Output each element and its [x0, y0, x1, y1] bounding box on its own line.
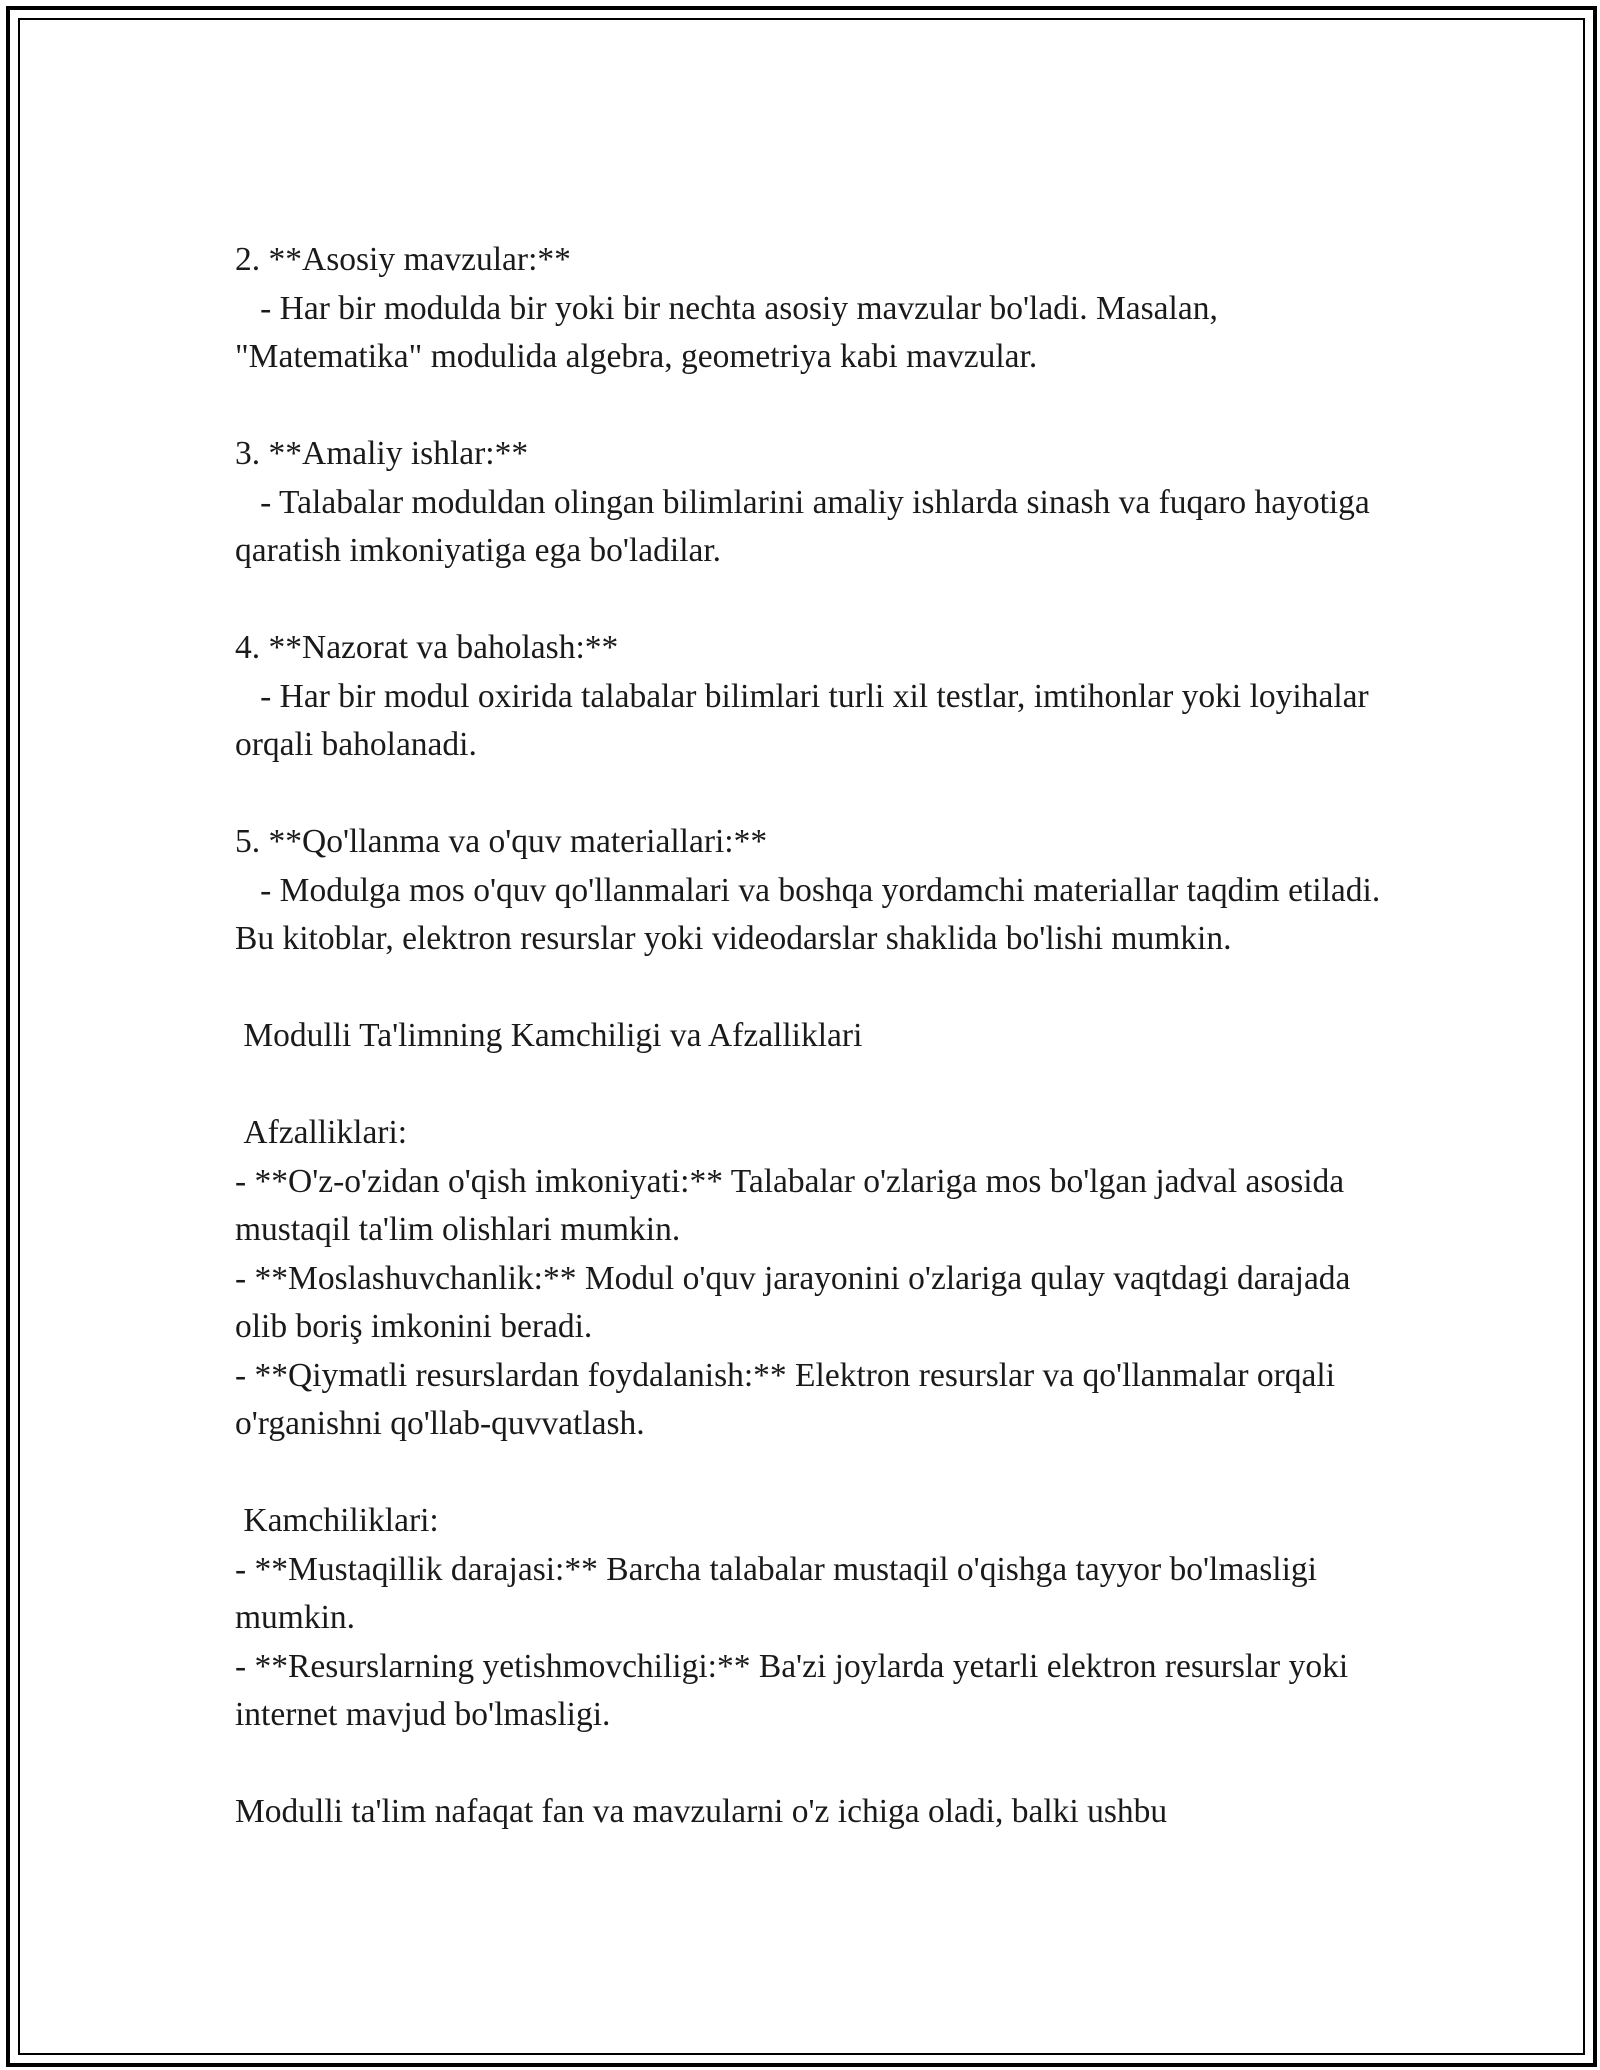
section-title: Modulli Ta'limning Kamchiligi va Afzalliklari	[235, 1017, 863, 1054]
advantage-item: - **Qiymatli resurslardan foydalanish:** Elektron resurslar va qo'llanmalar orqali o'rganishni qo'llab-quvvatlash.	[235, 1356, 1344, 1442]
paragraph-gap	[235, 1740, 1385, 1789]
list-item-4-body: - Har bir modul oxirida talabalar bilimlari turli xil testlar, imtihonlar yoki loyihalar orqali baholanadi.	[235, 677, 1378, 763]
list-item-2-heading: 2. **Asosiy mavzular:**	[235, 241, 571, 278]
paragraph-gap	[235, 1449, 1385, 1498]
advantage-item: - **Moslashuvchanlik:** Modul o'quv jarayonini o'zlariga qulay vaqtdagi darajada olib boriş imkonini beradi.	[235, 1259, 1359, 1345]
list-item-5-heading: 5. **Qo'llanma va o'quv materiallari:**	[235, 823, 768, 860]
paragraph-gap	[235, 964, 1385, 1013]
disadvantages-heading: Kamchiliklari:	[235, 1502, 439, 1539]
list-item-3-heading: 3. **Amaliy ishlar:**	[235, 435, 529, 472]
list-item-3-body: - Talabalar moduldan olingan bilimlarini amaliy ishlarda sinash va fuqaro hayotiga qaratish imkoniyatiga ega bo'ladilar.	[235, 483, 1379, 569]
list-item-5-body: - Modulga mos o'quv qo'llanmalari va boshqa yordamchi materiallar taqdim etiladi. Bu kitoblar, elektron resurslar yoki videodarslar shaklida bo'lishi mumkin.	[235, 871, 1389, 957]
paragraph-gap	[235, 576, 1385, 625]
document-body	[235, 236, 1389, 1837]
list-item-2-body: - Har bir modulda bir yoki bir nechta asosiy mavzular bo'ladi. Masalan, "Matematika" modulida algebra, geometriya kabi mavzular.	[235, 289, 1227, 375]
closing-paragraph: Modulli ta'lim nafaqat fan va mavzularni o'z ichiga oladi, balki ushbu	[235, 1793, 1168, 1830]
disadvantage-item: - **Mustaqillik darajasi:** Barcha talabalar mustaqil o'qishga tayyor bo'lmasligi mumkin.	[235, 1550, 1326, 1636]
advantage-item: - **O'z-o'zidan o'qish imkoniyati:** Talabalar o'zlariga mos bo'lgan jadval asosida mustaqil ta'lim olishlari mumkin.	[235, 1162, 1353, 1248]
disadvantage-item: - **Resurslarning yetishmovchiligi:** Ba'zi joylarda yetarli elektron resurslar yoki internet mavjud bo'lmasligi.	[235, 1647, 1357, 1733]
paragraph-gap	[235, 1061, 1385, 1110]
paragraph-gap	[235, 382, 1385, 431]
paragraph-gap	[235, 770, 1385, 819]
list-item-4-heading: 4. **Nazorat va baholash:**	[235, 629, 619, 666]
advantages-heading: Afzalliklari:	[235, 1114, 408, 1151]
